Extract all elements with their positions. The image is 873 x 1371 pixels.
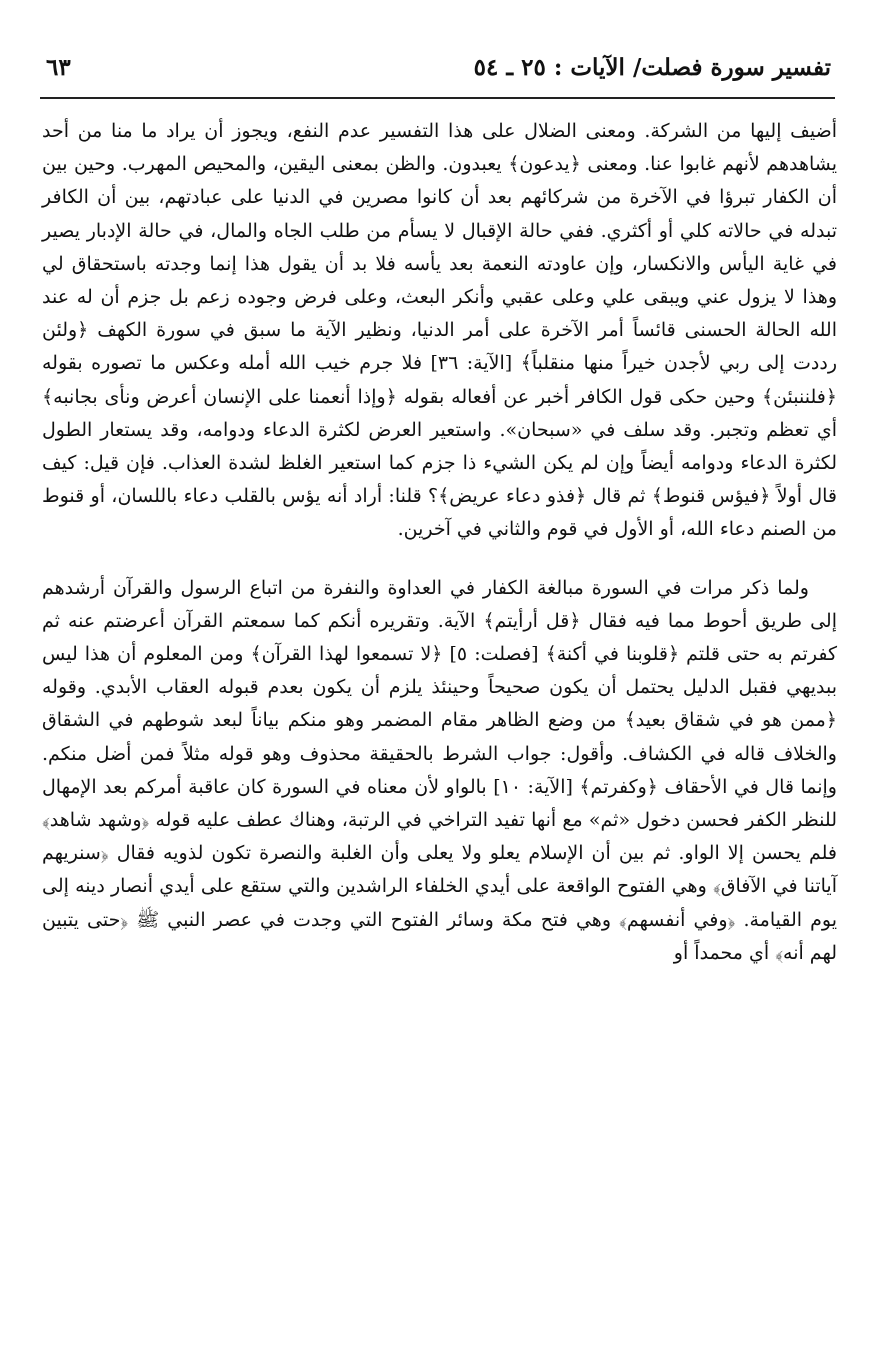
paragraph-2: ولما ذكر مرات في السورة مبالغة الكفار في العداوة والنفرة من اتباع الرسول والقرآن أرشدهم إلى طريق أحوط مما فيه فقال ﴿قل أرأيتم﴾ الآية. وتقريره أنكم كما سمعتم القرآن أعرضتم عنه ثم كفرتم به حتى قلتم ﴿قلوبنا في أكنة﴾ [فصلت: ٥] ﴿لا تسمعوا لهذا القرآن﴾ ومن المعلوم أن هذا ليس ببديهي فقبل الدليل يحتمل أن يكون صحيحاً وحينئذ يلزم أن يكون بعدم قبوله العقاب الأبدي. وقوله ﴿ممن هو في شقاق بعيد﴾ من وضع الظاهر مقام المضمر وهو منكم بياناً لبعد شوطهم في الشقاق والخلاف قاله في الكشاف. وأقول: جواب الشرط بالحقيقة محذوف وهو قوله مثلاً فمن أضل منكم. وإنما قال في الأحقاف ﴿وكفرتم﴾ [الآية: ١٠] بالواو لأن معناه في السورة كان عاقبة أمركم بعد الإمهال للنظر الكفر فحسن دخول «ثم» مع أنها تفيد التراخي في الرتبة، وهناك عطف عليه قوله ﴿وشهد شاهد﴾ فلم يحسن إلا الواو. ثم بين أن الإسلام يعلو ولا يعلى وأن الغلبة والنصرة تكون لذويه فقال ﴿سنريهم آياتنا في الآفاق﴾ وهي الفتوح الواقعة على أيدي الخلفاء الراشدين والتي ستقع على أيدي أنصار دينه إلى يوم القيامة. ﴿وفي أنفسهم﴾ وهي فتح مكة وسائر الفتوح التي وجدت في عصر النبي ﷺ ﴿حتى يتبين لهم أنه﴾ أي محمداً أو (42, 576, 837, 964)
page-number: ٦٣ (46, 54, 71, 81)
page-body (42, 115, 837, 970)
running-header-title: تفسير سورة فصلت/ الآيات : ٢٥ ـ ٥٤ (473, 54, 831, 81)
running-header (40, 46, 835, 90)
paragraph-1: أضيف إليها من الشركة. ومعنى الضلال على هذا التفسير عدم النفع، ويجوز أن يراد ما منا من أحد يشاهدهم لأنهم غابوا عنا. ومعنى ﴿يدعون﴾ يعبدون. والظن بمعنى اليقين، والمحيص المهرب. وحين بين أن الكفار تبرؤا في الآخرة من شركائهم بعد أن كانوا مصرين في الدنيا على عبادتهم، بين أن الكافر تبدله في حالاته كلي أو أكثري. ففي حالة الإقبال لا يسأم من طلب الجاه والمال، في حالة الإدبار يصير في غاية اليأس والانكسار، وإن عاودته النعمة بعد يأسه فلا بد أن يقول هذا إنما وجدته باستحقاق لي وهذا لا يزول عني ويبقى علي وعلى عقبي وأنكر البعث، وعلى فرض وجوده زعم بل جزم أن له عند الله الحالة الحسنى قائساً أمر الآخرة على أمر الدنيا، ونظير الآية ما سبق في سورة الكهف ﴿ولئن رددت إلى ربي لأجدن خيراً منها منقلباً﴾ [الآية: ٣٦] فلا جرم خيب الله أمله وعكس ما تصوره بقوله ﴿فلننبئن﴾ وحين حكى قول الكافر أخبر عن أفعاله بقوله ﴿وإذا أنعمنا على الإنسان أعرض ونأى بجانبه﴾ أي تعظم وتجبر. وقد سلف في «سبحان». واستعير العرض لكثرة الدعاء ودوامه، وقد يستعار الطول لكثرة الدعاء ودوامه أيضاً وإن لم يكن الشيء ذا جزم كما استعير الغلظ لشدة العذاب. فإن قيل: كيف قال أولاً ﴿فيؤس قنوط﴾ ثم قال ﴿فذو دعاء عريض﴾؟ قلنا: أراد أنه يؤس بالقلب دعاء باللسان، أو قنوط من الصنم دعاء الله، أو الأول في قوم والثاني في آخرين. (42, 120, 837, 541)
header-divider (40, 97, 835, 99)
